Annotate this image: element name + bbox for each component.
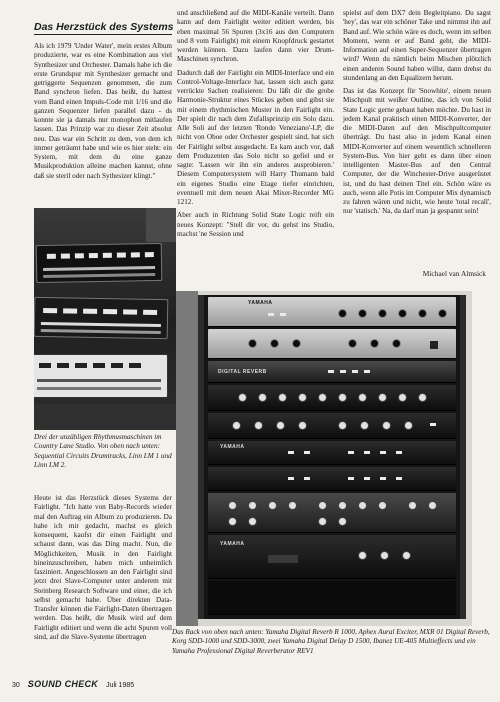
rack-photo-caption: Das Rack von oben nach unten: Yamaha Digital Reverb R 1000, Aphex Aural Exciter, MXR 01 Digital Reverb, Korg SDD-1000 und SDD-3000, zwei Yamaha Digital Delay D 1500, Ibanez UE-405 Multieffects und ein Yamaha Professional Digital Reverberator REV1	[172, 628, 490, 655]
page-footer	[12, 679, 134, 691]
paragraph: Aber auch in Richtung Solid State Logic reift ein neues Konzept: "Stell dir vor, du gehst ins Studio, machst 'ne Session und	[177, 211, 334, 238]
linn-lm1-machine	[34, 297, 168, 339]
page-number: 30	[12, 682, 20, 689]
paragraph: und anschließend auf die MIDI-Kanäle verteilt. Dann kann auf dem Fairlight weiter editiert werden, bis eben maximal 56 Spuren (3x16 aus den Computern und 8 vom Fairlight) mit einem Knopfdruck gestartet werden können. Dazu laufen dann vier Drum-Maschinen synchron.	[177, 9, 334, 64]
yamaha-d1500-unit-2	[208, 467, 456, 491]
paragraph: spielst auf dem DX7 dein Begleitpiano. Du sagst 'hey', das war ein schöner Take und nimmst ihn auf Band auf. Wie schön wäre es doch, wenn im selben Moment, wenn er auf Band geht, die MIDI-Information auf einen Super-Sequenzer übertragen wird? Wenn du nämlich beim Mischen plötzlich einen anderen Sound haben willst, dann drehst du stundenlang an den Equalizern herum.	[343, 9, 491, 82]
korg-sdd3000-unit	[208, 413, 456, 439]
column-1-top	[34, 42, 172, 185]
magazine-name: SOUND CHECK	[27, 679, 99, 689]
effects-rack-photo	[176, 291, 472, 626]
drumtracks-machine	[36, 243, 163, 283]
mxr-digital-reverb-unit: DIGITAL REVERB	[208, 361, 456, 383]
left-photo-caption: Drei der unzähligen Rhythmusmaschinen im Country Lane Studio. Von oben nach unten: Sequential Circuits Drumtracks, Linn LM 1 und Linn LM 2.	[34, 433, 172, 469]
ibanez-ue405-unit	[208, 493, 456, 533]
paragraph: Heute ist das Herzstück dieses Systems der Fairlight. "Ich hatte von Baby-Records wieder mal den Auftrag ein Album zu produzieren. Da habe ich mir gedacht, machst es gleich konsequent, kaufst dir einen Fairlight und schaust dann, was das Ding macht. Nun, die Möglichkeiten, Musik in den Fairlight hineinzuschreiben, haben mich unheimlich fasziniert. Angeschlossen an den Fairlight sind jetzt drei Slave-Computer unter anderem mit Steinberg Research Software und einer, die ich selbst gemacht habe. Über direkten Data-Transfer können die Fairlight-Daten übertragen werden. Das heißt, die Musik wird auf dem Fairlight editiert und wenn die acht Spuren voll sind, auf die Slave-Systeme übertragen	[34, 494, 172, 641]
paragraph: Dadurch daß der Fairlight ein MIDI-Interface und ein Control-Voltage-Interface hat, lassen sich auch ganz verrückte Sachen realisieren: Du läßt dir die grobe Harmonie-Struktur eines Stückes geben und gibst sie mit einem rhythmischen Muster in den Fairlight ein. Der spielt dir nach dem Zufallsprinzip ein Solo dazu. Alle Soli auf der letzten 'Rondo Veneziano'-LP, die nicht von Oboe oder Orchester gespielt sind, hat sich der Fairlight selbst ausgedacht. Es kam auch vor, daß dem Produzenten das Solo nicht so gefiel und er sagte: 'Lassen wir ihn ein anderes ausprobieren.' Diesem Computersystem will Harry Thumann bald ein eigenes Studio eine Etage tiefer einrichten, eventuell mit dem neuen Akai Mixer-Recorder MG 1212.	[177, 68, 334, 206]
column-1-lower	[34, 494, 172, 646]
yamaha-rev1-unit: YAMAHA	[208, 535, 456, 579]
korg-sdd1000-unit	[208, 385, 456, 411]
linn-lm2-machine	[34, 354, 168, 398]
author-signature: Michael van Almsick	[422, 269, 486, 278]
paragraph: Als ich 1979 'Under Water', mein erstes Album produzierte, war es eine Kombination aus viel Synthesizer und Orchester. Damals habe ich die erste Grundspur mit Synthesizer gemacht und getriggerte Sequenzen genommen, die zum Band synchron liefen. Das heißt, du hattest vom Band einen Impuls-Code mit 1/16 und die ganzen Sequenzer liefen parallel dazu - ds konnte sie ja damals nur monophon mitlaufen lassen. Das Prinzip war zu dieser Zeit absolut neu. Das war ein Schritt zu dem, von dem ich immer geträumt habe und wie es hier steht: ein System, mit dem du eine ganze Musikproduktion alleine machen kannst, ohne daß sie steril oder nach Sythesizer klingt."	[34, 42, 172, 180]
column-3	[343, 9, 491, 221]
rack-bottom-unit	[208, 581, 456, 615]
drum-machines-photo	[34, 208, 176, 430]
column-2	[177, 9, 334, 243]
yamaha-r1000-unit: YAMAHA	[208, 297, 456, 327]
aphex-exciter-unit	[208, 329, 456, 359]
yamaha-d1500-unit-1: YAMAHA	[208, 441, 456, 465]
paragraph: Das ist das Konzept für 'Snowhite', einem neuen Mischpult mit weißer Outline, das ich von Solid State Logic gerne gebaut haben möchte. Du hast in jedem Kanal praktisch einen MIDI-Konverter, der die MIDI-Daten auf den Mischpultcomputer überträgt. Du hast also in jedem Kanal einen MIDI-Konverter auf einem wesentlich schnelleren System-Bus. Von hier geht es dann über einen intelligenten Master-Bus auf den Central Computer, der die Winchester-Drive ausgerüstet ist, und du hast deinen Titel ein. Schön wäre es auch, wenn alle Potis im Computer Mix dynamisch zu fahren wären und nicht, wie heute 'total recall', nur 'statisch.' Na, da darf man ja gespannt sein!	[343, 87, 491, 216]
rack-frame	[198, 295, 466, 619]
article-headline: Das Herzstück des Systems	[34, 21, 174, 33]
issue-date: Juli 1985	[106, 682, 135, 689]
